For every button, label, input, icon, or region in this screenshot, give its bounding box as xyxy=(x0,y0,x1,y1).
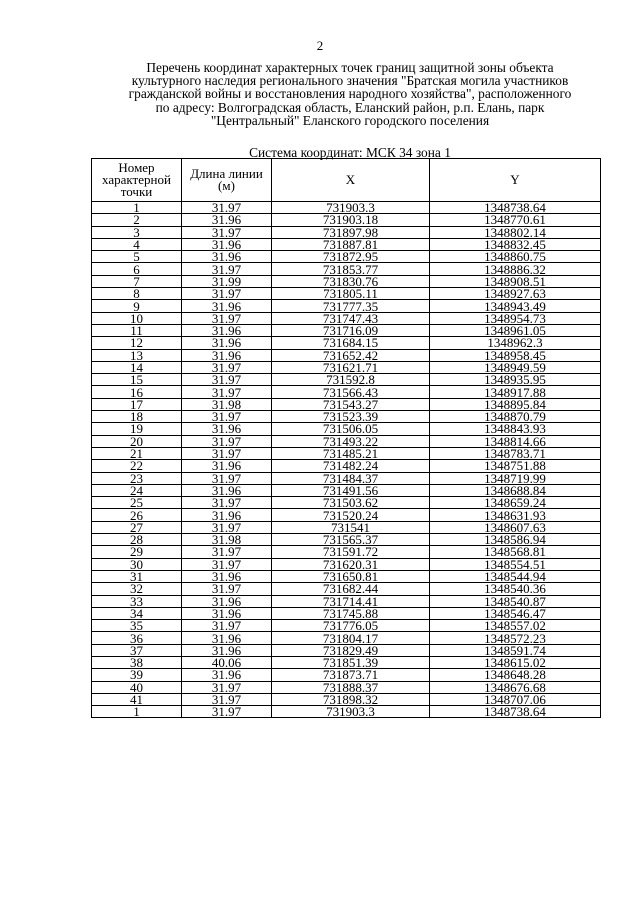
table-row xyxy=(92,632,601,644)
cell-y: 1348557.02 xyxy=(430,620,601,632)
cell-x: 731650.81 xyxy=(272,570,430,582)
cell-y: 1348540.36 xyxy=(430,583,601,595)
table-header-row xyxy=(92,159,601,202)
cell-point-number: 9 xyxy=(92,300,182,312)
cell-x: 731565.37 xyxy=(272,534,430,546)
cell-point-number: 17 xyxy=(92,398,182,410)
table-row xyxy=(92,669,601,681)
cell-y: 1348770.61 xyxy=(430,214,601,226)
cell-y: 1348954.73 xyxy=(430,312,601,324)
cell-point-number: 26 xyxy=(92,509,182,521)
cell-x: 731520.24 xyxy=(272,509,430,521)
cell-point-number: 16 xyxy=(92,386,182,398)
cell-line-length: 31.96 xyxy=(182,509,272,521)
cell-line-length: 31.96 xyxy=(182,300,272,312)
cell-line-length: 31.98 xyxy=(182,534,272,546)
table-row xyxy=(92,349,601,361)
table-row xyxy=(92,275,601,287)
cell-x: 731482.24 xyxy=(272,460,430,472)
cell-line-length: 31.96 xyxy=(182,238,272,250)
cell-point-number: 18 xyxy=(92,411,182,423)
table-row xyxy=(92,423,601,435)
cell-point-number: 25 xyxy=(92,497,182,509)
cell-point-number: 33 xyxy=(92,595,182,607)
cell-line-length: 31.97 xyxy=(182,558,272,570)
table-row xyxy=(92,238,601,250)
table-row xyxy=(92,263,601,275)
cell-point-number: 34 xyxy=(92,607,182,619)
cell-point-number: 10 xyxy=(92,312,182,324)
table-row xyxy=(92,288,601,300)
cell-x: 731684.15 xyxy=(272,337,430,349)
cell-point-number: 32 xyxy=(92,583,182,595)
table-row xyxy=(92,226,601,238)
cell-point-number: 31 xyxy=(92,570,182,582)
table-row xyxy=(92,472,601,484)
cell-line-length: 31.97 xyxy=(182,263,272,275)
cell-x: 731745.88 xyxy=(272,607,430,619)
cell-point-number: 6 xyxy=(92,263,182,275)
cell-y: 1348738.64 xyxy=(430,706,601,718)
cell-line-length: 31.97 xyxy=(182,202,272,214)
table-row xyxy=(92,214,601,226)
cell-y: 1348676.68 xyxy=(430,681,601,693)
cell-line-length: 31.96 xyxy=(182,251,272,263)
cell-point-number: 40 xyxy=(92,681,182,693)
title-line: гражданской войны и восстановления народного хозяйства", расположенного xyxy=(128,86,572,102)
cell-y: 1348949.59 xyxy=(430,361,601,373)
cell-line-length: 31.97 xyxy=(182,312,272,324)
cell-line-length: 31.97 xyxy=(182,435,272,447)
cell-line-length: 31.97 xyxy=(182,681,272,693)
cell-y: 1348572.23 xyxy=(430,632,601,644)
cell-x: 731523.39 xyxy=(272,411,430,423)
cell-y: 1348688.84 xyxy=(430,484,601,496)
coordinates-table xyxy=(91,158,601,718)
cell-y: 1348631.93 xyxy=(430,509,601,521)
cell-x: 731484.37 xyxy=(272,472,430,484)
table-row xyxy=(92,497,601,509)
cell-line-length: 31.96 xyxy=(182,337,272,349)
cell-line-length: 31.97 xyxy=(182,447,272,459)
cell-x: 731714.41 xyxy=(272,595,430,607)
cell-x: 731621.71 xyxy=(272,361,430,373)
table-row xyxy=(92,558,601,570)
table-row xyxy=(92,300,601,312)
cell-line-length: 31.97 xyxy=(182,472,272,484)
table-row xyxy=(92,570,601,582)
cell-x: 731506.05 xyxy=(272,423,430,435)
cell-x: 731829.49 xyxy=(272,644,430,656)
cell-point-number: 21 xyxy=(92,447,182,459)
header-x: X xyxy=(272,159,430,202)
cell-y: 1348707.06 xyxy=(430,693,601,705)
cell-line-length: 31.97 xyxy=(182,583,272,595)
cell-point-number: 12 xyxy=(92,337,182,349)
cell-y: 1348546.47 xyxy=(430,607,601,619)
cell-y: 1348843.93 xyxy=(430,423,601,435)
cell-x: 731903.3 xyxy=(272,706,430,718)
header-line-length: Длина линии (м) xyxy=(182,159,272,202)
cell-point-number: 30 xyxy=(92,558,182,570)
table-row xyxy=(92,509,601,521)
title-line: культурного наследия регионального значения "Братская могила участников xyxy=(131,73,569,89)
cell-line-length: 31.96 xyxy=(182,349,272,361)
cell-point-number: 27 xyxy=(92,521,182,533)
table-row xyxy=(92,460,601,472)
cell-line-length: 31.97 xyxy=(182,361,272,373)
cell-y: 1348607.63 xyxy=(430,521,601,533)
title-line: по адресу: Волгоградская область, Еланский район, р.п. Елань, парк xyxy=(155,99,545,115)
cell-y: 1348554.51 xyxy=(430,558,601,570)
cell-y: 1348870.79 xyxy=(430,411,601,423)
cell-y: 1348814.66 xyxy=(430,435,601,447)
table-row xyxy=(92,521,601,533)
table-row xyxy=(92,693,601,705)
cell-point-number: 35 xyxy=(92,620,182,632)
cell-y: 1348860.75 xyxy=(430,251,601,263)
cell-x: 731903.3 xyxy=(272,202,430,214)
cell-line-length: 31.96 xyxy=(182,669,272,681)
cell-y: 1348648.28 xyxy=(430,669,601,681)
cell-line-length: 31.97 xyxy=(182,386,272,398)
cell-line-length: 31.97 xyxy=(182,411,272,423)
table-row xyxy=(92,324,601,336)
table-row xyxy=(92,312,601,324)
cell-line-length: 31.97 xyxy=(182,374,272,386)
cell-y: 1348586.94 xyxy=(430,534,601,546)
table-row xyxy=(92,546,601,558)
cell-x: 731888.37 xyxy=(272,681,430,693)
cell-y: 1348783.71 xyxy=(430,447,601,459)
cell-x: 731652.42 xyxy=(272,349,430,361)
cell-line-length: 31.96 xyxy=(182,595,272,607)
cell-y: 1348540.87 xyxy=(430,595,601,607)
table-row xyxy=(92,620,601,632)
cell-line-length: 31.97 xyxy=(182,226,272,238)
cell-y: 1348738.64 xyxy=(430,202,601,214)
table-row xyxy=(92,534,601,546)
cell-line-length: 31.97 xyxy=(182,693,272,705)
cell-line-length: 31.97 xyxy=(182,706,272,718)
cell-line-length: 31.97 xyxy=(182,521,272,533)
cell-point-number: 41 xyxy=(92,693,182,705)
cell-x: 731897.98 xyxy=(272,226,430,238)
cell-x: 731898.32 xyxy=(272,693,430,705)
cell-y: 1348917.88 xyxy=(430,386,601,398)
cell-y: 1348958.45 xyxy=(430,349,601,361)
title-line: Перечень координат характерных точек границ защитной зоны объекта xyxy=(146,60,554,75)
cell-line-length: 31.96 xyxy=(182,423,272,435)
cell-x: 731493.22 xyxy=(272,435,430,447)
table-row xyxy=(92,583,601,595)
cell-point-number: 8 xyxy=(92,288,182,300)
cell-x: 731851.39 xyxy=(272,656,430,668)
cell-x: 731903.18 xyxy=(272,214,430,226)
cell-x: 731591.72 xyxy=(272,546,430,558)
cell-point-number: 11 xyxy=(92,324,182,336)
table-row xyxy=(92,386,601,398)
cell-x: 731873.71 xyxy=(272,669,430,681)
cell-point-number: 7 xyxy=(92,275,182,287)
cell-point-number: 36 xyxy=(92,632,182,644)
cell-point-number: 20 xyxy=(92,435,182,447)
cell-x: 731776.05 xyxy=(272,620,430,632)
cell-point-number: 19 xyxy=(92,423,182,435)
cell-x: 731566.43 xyxy=(272,386,430,398)
cell-x: 731830.76 xyxy=(272,275,430,287)
cell-point-number: 2 xyxy=(92,214,182,226)
cell-y: 1348568.81 xyxy=(430,546,601,558)
cell-y: 1348659.24 xyxy=(430,497,601,509)
cell-y: 1348802.14 xyxy=(430,226,601,238)
cell-point-number: 3 xyxy=(92,226,182,238)
cell-line-length: 31.96 xyxy=(182,324,272,336)
table-row xyxy=(92,656,601,668)
cell-x: 731716.09 xyxy=(272,324,430,336)
cell-point-number: 38 xyxy=(92,656,182,668)
title-line: "Центральный" Еланского городского поселения xyxy=(210,112,490,128)
cell-point-number: 28 xyxy=(92,534,182,546)
cell-x: 731682.44 xyxy=(272,583,430,595)
cell-point-number: 37 xyxy=(92,644,182,656)
cell-y: 1348908.51 xyxy=(430,275,601,287)
cell-line-length: 31.96 xyxy=(182,460,272,472)
table-row xyxy=(92,374,601,386)
cell-y: 1348927.63 xyxy=(430,288,601,300)
cell-point-number: 29 xyxy=(92,546,182,558)
cell-line-length: 31.99 xyxy=(182,275,272,287)
cell-x: 731747.43 xyxy=(272,312,430,324)
table-row xyxy=(92,337,601,349)
cell-y: 1348751.88 xyxy=(430,460,601,472)
cell-x: 731805.11 xyxy=(272,288,430,300)
cell-line-length: 31.96 xyxy=(182,214,272,226)
cell-line-length: 31.96 xyxy=(182,607,272,619)
cell-x: 731777.35 xyxy=(272,300,430,312)
cell-line-length: 31.97 xyxy=(182,620,272,632)
cell-y: 1348615.02 xyxy=(430,656,601,668)
table-row xyxy=(92,251,601,263)
cell-y: 1348935.95 xyxy=(430,374,601,386)
cell-y: 1348962.3 xyxy=(430,337,601,349)
table-row xyxy=(92,607,601,619)
table-row xyxy=(92,706,601,718)
cell-point-number: 24 xyxy=(92,484,182,496)
table-row xyxy=(92,681,601,693)
cell-x: 731491.56 xyxy=(272,484,430,496)
cell-line-length: 31.98 xyxy=(182,398,272,410)
cell-point-number: 14 xyxy=(92,361,182,373)
table-row xyxy=(92,435,601,447)
cell-y: 1348961.05 xyxy=(430,324,601,336)
cell-point-number: 22 xyxy=(92,460,182,472)
cell-line-length: 31.96 xyxy=(182,570,272,582)
table-row xyxy=(92,447,601,459)
header-y: Y xyxy=(430,159,601,202)
cell-point-number: 13 xyxy=(92,349,182,361)
cell-point-number: 1 xyxy=(92,706,182,718)
cell-y: 1348591.74 xyxy=(430,644,601,656)
table-row xyxy=(92,398,601,410)
header-point-number: Номер характерной точки xyxy=(92,159,182,202)
cell-line-length: 31.96 xyxy=(182,484,272,496)
cell-line-length: 31.96 xyxy=(182,632,272,644)
cell-x: 731887.81 xyxy=(272,238,430,250)
cell-y: 1348719.99 xyxy=(430,472,601,484)
cell-x: 731543.27 xyxy=(272,398,430,410)
coordinate-system-caption: Система координат: МСК 34 зона 1 xyxy=(249,145,451,160)
cell-x: 731485.21 xyxy=(272,447,430,459)
cell-x: 731872.95 xyxy=(272,251,430,263)
cell-point-number: 23 xyxy=(92,472,182,484)
cell-line-length: 31.97 xyxy=(182,546,272,558)
table-row xyxy=(92,411,601,423)
page-number: 2 xyxy=(316,38,324,53)
cell-point-number: 5 xyxy=(92,251,182,263)
cell-x: 731853.77 xyxy=(272,263,430,275)
cell-point-number: 1 xyxy=(92,202,182,214)
cell-y: 1348943.49 xyxy=(430,300,601,312)
cell-line-length: 40.06 xyxy=(182,656,272,668)
table-row xyxy=(92,644,601,656)
document-title xyxy=(90,61,610,127)
cell-x: 731620.31 xyxy=(272,558,430,570)
cell-line-length: 31.96 xyxy=(182,644,272,656)
cell-point-number: 15 xyxy=(92,374,182,386)
table-row xyxy=(92,595,601,607)
cell-line-length: 31.97 xyxy=(182,288,272,300)
cell-point-number: 4 xyxy=(92,238,182,250)
cell-point-number: 39 xyxy=(92,669,182,681)
table-row xyxy=(92,202,601,214)
table-row xyxy=(92,361,601,373)
cell-x: 731804.17 xyxy=(272,632,430,644)
cell-x: 731541 xyxy=(272,521,430,533)
cell-y: 1348832.45 xyxy=(430,238,601,250)
coordinates-table-body xyxy=(92,202,601,718)
cell-x: 731503.62 xyxy=(272,497,430,509)
cell-line-length: 31.97 xyxy=(182,497,272,509)
table-row xyxy=(92,484,601,496)
cell-y: 1348886.32 xyxy=(430,263,601,275)
cell-y: 1348895.84 xyxy=(430,398,601,410)
cell-y: 1348544.94 xyxy=(430,570,601,582)
cell-x: 731592.8 xyxy=(272,374,430,386)
